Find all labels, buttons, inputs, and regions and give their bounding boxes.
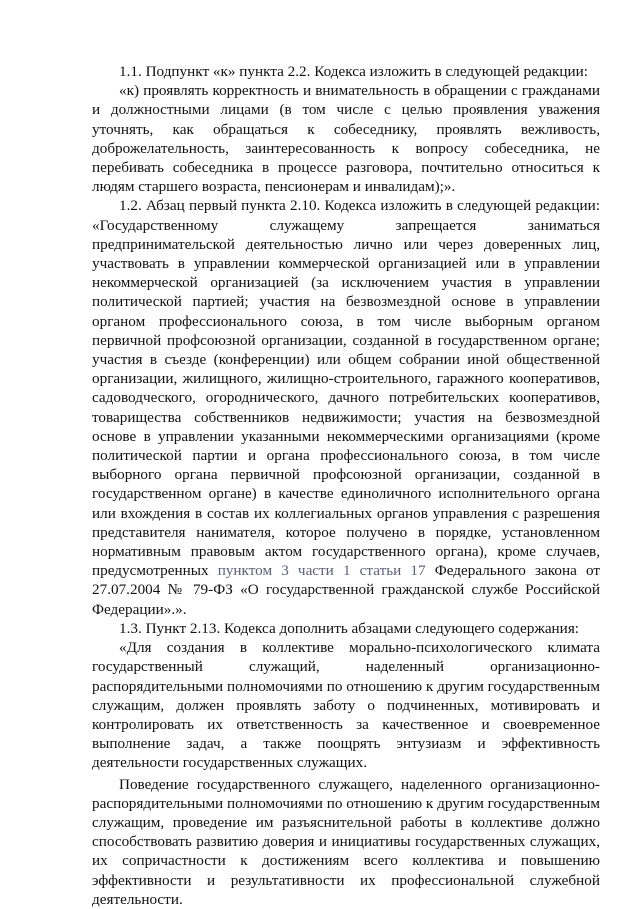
- paragraph-1-1: 1.1. Подпункт «к» пункта 2.2. Кодекса изложить в следующей редакции:: [119, 63, 589, 80]
- paragraph-climate: «Для создания в коллективе морально-психологического климата государственный служащий, наделенный организационно-распорядительными полномочиями по отношению к другим государственным служащим, должен проявлять заботу о подчиненных, мотивировать и контролировать их ответственность за качественное и своевременное выполнение задач, а также поощрять энтузиазм и эффективность деятельности государственных служащих.: [92, 639, 600, 772]
- paragraph-1-2-text-after: Федерального закона от 27.07.2004 № 79-ФЗ «О государственной гражданской службе Российской Федерации».».: [92, 562, 600, 618]
- paragraph-1-2-text-before: 1.2. Абзац первый пункта 2.10. Кодекса изложить в следующей редакции: «Государственному служащему запрещается заниматься предпринимательской деятельностью лично или через доверенных лиц, участвовать в управлении коммерческой организацией или в управлении некоммерческой организацией (за исключением участия в управлении политической партией; участия на безвозмездной основе в управлении органом профессионального союза, в том числе выборным органом первичной профсоюзной организации, созданной в государственном органе; участия в съезде (конференции) или общем собрании иной общественной организации, жилищного, жилищно-строительного, гаражного кооперативов, садоводческого, огороднического, дачного потребительских кооперативов, товарищества собственников недвижимости; участия на безвозмездной основе в управлении указанными некоммерческими организациями (кроме политической партии и органа профессионального союза, в том числе выборного органа первичной профсоюзной организации, созданной в государственном органе) в качестве единоличного исполнительного органа или вхождения в состав их коллегиальных органов управления с разрешения представителя нанимателя, которое получено в порядке, установленном нормативным правовым актом государственного органа), кроме случаев, предусмотренных: [92, 197, 600, 580]
- paragraph-behavior: Поведение государственного служащего, наделенного организационно-распорядительными полномочиями по отношению к другим государственным служащим, проведение им разъяснительной работы в коллективе должно способствовать развитию доверия и инициативы государственных служащих, их сопричастности к достижениям всего коллектива и повышению эффективности и результативности их профессиональной служебной деятельности.: [92, 775, 600, 908]
- paragraph-1-2: [92, 196, 600, 618]
- law-article-link[interactable]: пунктом 3 части 1 статьи 17: [217, 562, 426, 580]
- paragraph-subclause-k: «к) проявлять корректность и внимательность в обращении с гражданами и должностными лицами (в том числе с целью проявления уважения уточнять, как обращаться к собеседнику, проявлять вежливость, доброжелательность, заинтересованность к вопросу собеседника, не перебивать собеседника в процессе разговора, почтительно относиться к людям старшего возраста, пенсионерам и инвалидам);».: [92, 82, 600, 196]
- paragraph-1-3: 1.3. Пункт 2.13. Кодекса дополнить абзацами следующего содержания:: [119, 619, 580, 637]
